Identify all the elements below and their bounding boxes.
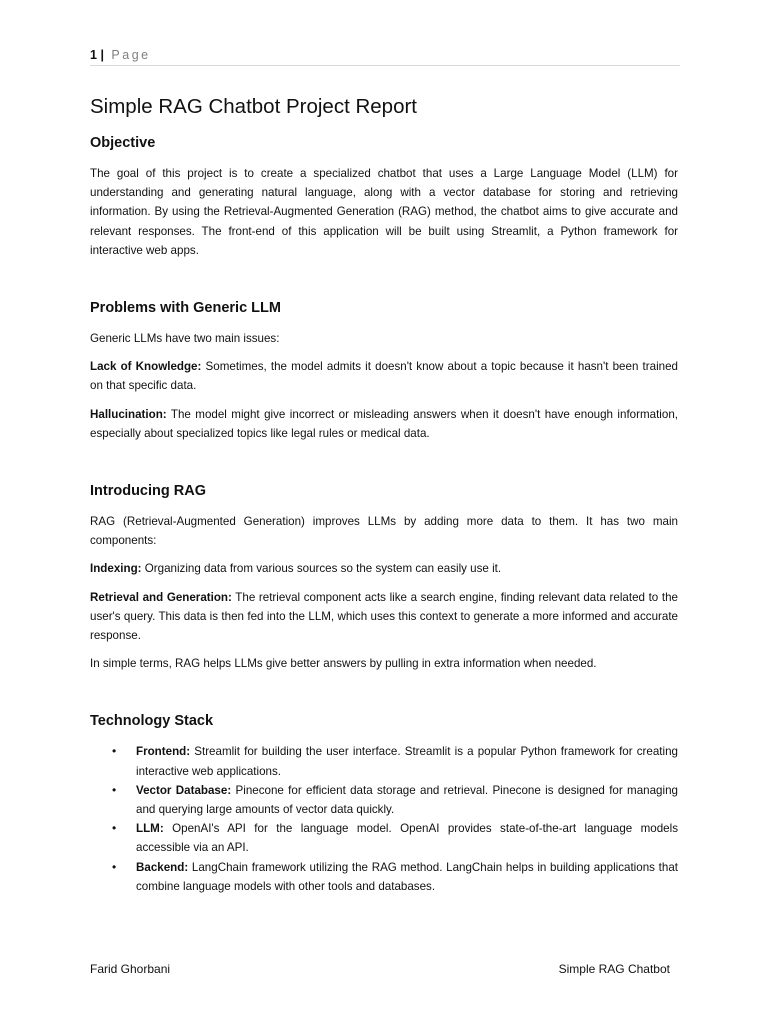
stack-text: Streamlit for building the user interface. Streamlit is a popular Python framework for creating interactive web applications. xyxy=(136,745,678,778)
objective-text: The goal of this project is to create a specialized chatbot that uses a Large Language Model (LLM) for understanding and generating natural language, along with a vector database for storing and retrieving information. By using the Retrieval-Augmented Generation (RAG) method, the chatbot aims to give accurate and relevant responses. The front-end of this application will be built using Streamlit, a Python framework for interactive web apps. xyxy=(90,167,678,257)
rag-intro: RAG (Retrieval-Augmented Generation) improves LLMs by adding more data to them. It has two main components: xyxy=(90,515,678,548)
bullet-icon: • xyxy=(112,744,117,759)
rag-summary: In simple terms, RAG helps LLMs give better answers by pulling in extra information when needed. xyxy=(90,657,597,671)
rag-text: Organizing data from various sources so the system can easily use it. xyxy=(141,562,502,576)
rag-term: Retrieval and Generation: xyxy=(90,590,232,604)
document-body xyxy=(90,94,678,896)
bullet-icon: • xyxy=(112,821,117,836)
problem-text: The model might give incorrect or misleading answers when it doesn't have enough information, especially about specialized topics like legal rules or medical data. xyxy=(90,407,678,440)
stack-text: LangChain framework utilizing the RAG method. LangChain helps in building applications that combine language models with other tools and databases. xyxy=(136,860,678,893)
problems-heading: Problems with Generic LLM xyxy=(90,300,281,317)
objective-heading: Objective xyxy=(90,135,156,151)
problem-term: Lack of Knowledge: xyxy=(90,360,202,374)
stack-item xyxy=(90,819,678,857)
problems-intro: Generic LLMs have two main issues: xyxy=(90,332,280,346)
rag-item xyxy=(90,559,678,578)
stack-term: Backend: xyxy=(136,860,189,874)
stack-term: Frontend: xyxy=(136,745,191,759)
stack-item xyxy=(90,781,678,819)
page-separator: | xyxy=(100,48,104,62)
footer-author: Farid Ghorbani xyxy=(90,962,171,976)
stack-item xyxy=(90,742,678,780)
stack-list xyxy=(90,742,678,896)
page-header xyxy=(90,47,680,66)
problem-item xyxy=(90,405,678,443)
problem-item xyxy=(90,357,678,395)
bullet-icon: • xyxy=(112,859,117,874)
problem-text: Sometimes, the model admits it doesn't know about a topic because it hasn't been trained on that specific data. xyxy=(90,360,678,393)
problems-section xyxy=(90,298,678,443)
rag-text: The retrieval component acts like a search engine, finding relevant data related to the user's query. This data is then fed into the LLM, which uses this context to generate a more informed and accurate response. xyxy=(90,590,678,643)
rag-item xyxy=(90,588,678,646)
footer-project: Simple RAG Chatbot xyxy=(558,962,670,976)
stack-heading: Technology Stack xyxy=(90,713,214,730)
document-title: Simple RAG Chatbot Project Report xyxy=(90,95,417,118)
stack-text: Pinecone for efficient data storage and retrieval. Pinecone is designed for managing and querying large amounts of vector data quickly. xyxy=(136,783,678,817)
problem-term: Hallucination: xyxy=(90,407,167,421)
stack-term: LLM: xyxy=(136,822,164,836)
rag-section xyxy=(90,481,678,673)
rag-term: Indexing: xyxy=(90,562,142,576)
rag-heading: Introducing RAG xyxy=(90,483,206,500)
stack-text: OpenAI's API for the language model. OpenAI provides state-of-the-art language models accessible via an API. xyxy=(136,822,678,855)
objective-section xyxy=(90,133,678,260)
stack-term: Vector Database: xyxy=(136,783,232,797)
bullet-icon: • xyxy=(112,782,117,797)
page-word: Page xyxy=(111,48,151,62)
stack-section xyxy=(90,711,678,896)
page-number: 1 xyxy=(90,48,97,62)
stack-item xyxy=(90,858,678,896)
